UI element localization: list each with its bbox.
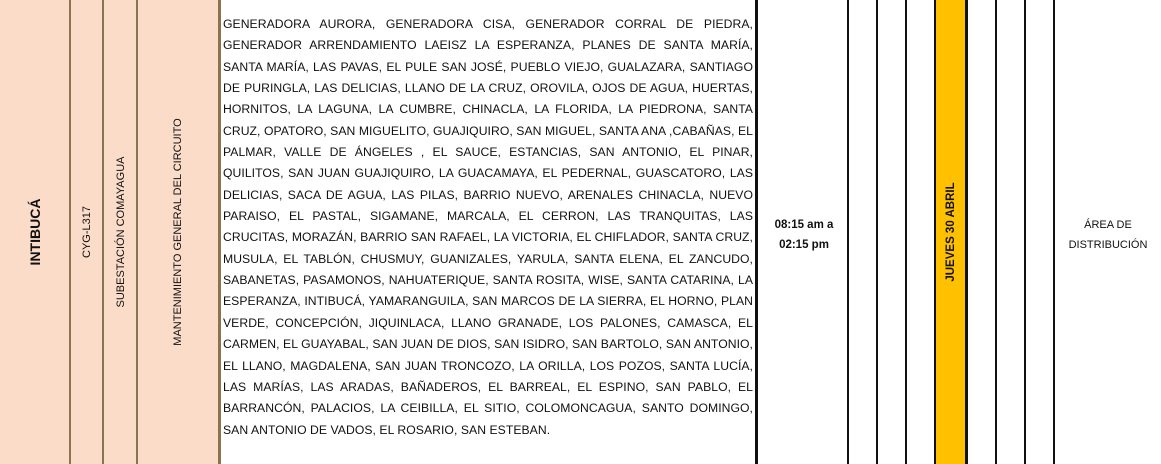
column-rule: [876, 0, 878, 464]
work-type-cell: [138, 0, 218, 464]
area-line-1: ÁREA DE: [1084, 219, 1132, 231]
circuit-code-cell: [71, 0, 103, 464]
time-window: [768, 215, 840, 255]
day-label: JUEVES 30 ABRIL: [945, 182, 957, 282]
work-type-label: MANTENIMIENTO GENERAL DEL CIRCUITO: [172, 118, 184, 346]
department-cell: [0, 0, 70, 464]
column-rule: [995, 0, 997, 464]
circuit-code-label: CYG-L317: [81, 206, 93, 258]
column-rule: [755, 0, 758, 464]
column-rule: [1053, 0, 1055, 464]
time-start: 08:15 am a: [774, 219, 834, 231]
column-rule: [905, 0, 907, 464]
column-rule: [1024, 0, 1026, 464]
column-rule: [934, 0, 936, 464]
department-label: INTIBUCÁ: [27, 198, 43, 266]
area-cell: [1062, 215, 1154, 255]
substation-cell: [104, 0, 137, 464]
time-end: 02:15 pm: [779, 239, 829, 251]
column-rule: [965, 0, 968, 464]
affected-areas-text: GENERADORA AURORA, GENERADORA CISA, GENERADOR CORRAL DE PIEDRA, GENERADOR ARRENDAMIENTO LAEISZ LA ESPERANZA, PLANES DE SANTA MARÍA, SANTA MARÍA, LAS PAVAS, EL PULE SAN JOSÉ, PUEBLO VIEJO, GUALAZARA, SANTIAGO DE PURINGLA, LAS DELICIAS, LLANO DE LA CRUZ, OROVILA, OJOS DE AGUA, HUERTAS, HORNITOS, LA LAGUNA, LA CUMBRE, CHINACLA, LA FLORIDA, LA PIEDRONA, SANTA CRUZ, OPATORO, SAN MIGUELITO, GUAJIQUIRO, SAN MIGUEL, SANTA ANA ,CABAÑAS, EL PALMAR, VALLE DE ÁNGELES , EL SAUCE, ESTANCIAS, SAN ANTONIO, EL PINAR, QUILITOS, SAN JUAN GUAJIQUIRO, LA GUACAMAYA, EL PEDERNAL, GUASCATORO, LAS DELICIAS, SACA DE AGUA, LAS PILAS, BARRIO NUEVO, ARENALES CHINACLA, NUEVO PARAISO, EL PASTAL, SIGAMANE, MARCALA, EL CERRON, LAS TRANQUITAS, LAS CRUCITAS, MORAZÁN, BARRIO SAN RAFAEL, LA VICTORIA, EL CHIFLADOR, SANTA CRUZ, MUSULA, EL TABLÓN, CHUSMUY, GUANIZALES, YARULA, SANTA ELENA, EL ZANCUDO, SABANETAS, PASAMONOS, NAHUATERIQUE, SANTA ROSITA, WISE, SANTA CATARINA, LA ESPERANZA, INTIBUCÁ, YAMARANGUILA, SAN MARCOS DE LA SIERRA, EL HORNO, PLAN VERDE, CONCEPCIÓN, JIQUINLACA, LLANO GRANADE, LOS PALONES, CAMASCA, EL CARMEN, EL GUAYABAL, SAN JUAN DE DIOS, SAN ISIDRO, SAN BARTOLO, SAN ANTONIO, EL LLANO, MAGDALENA, SAN JUAN TRONCOZO, LA ORILLA, LOS POZOS, SANTA LUCÍA, LAS MARÍAS, LAS ARADAS, BAÑADEROS, EL BARREAL, EL ESPINO, SAN PABLO, EL BARRANCÓN, PALACIOS, LA CEIBILLA, EL SITIO, COLOMONCAGUA, SANTO DOMINGO, SAN ANTONIO DE VADOS, EL ROSARIO, SAN ESTEBAN.: [223, 17, 753, 437]
substation-label: SUBESTACIÓN COMAYAGUA: [114, 156, 127, 308]
day-highlight-cell: [936, 0, 966, 464]
area-line-2: DISTRIBUCIÓN: [1068, 239, 1148, 251]
grid-line: [218, 0, 221, 464]
column-rule: [847, 0, 849, 464]
